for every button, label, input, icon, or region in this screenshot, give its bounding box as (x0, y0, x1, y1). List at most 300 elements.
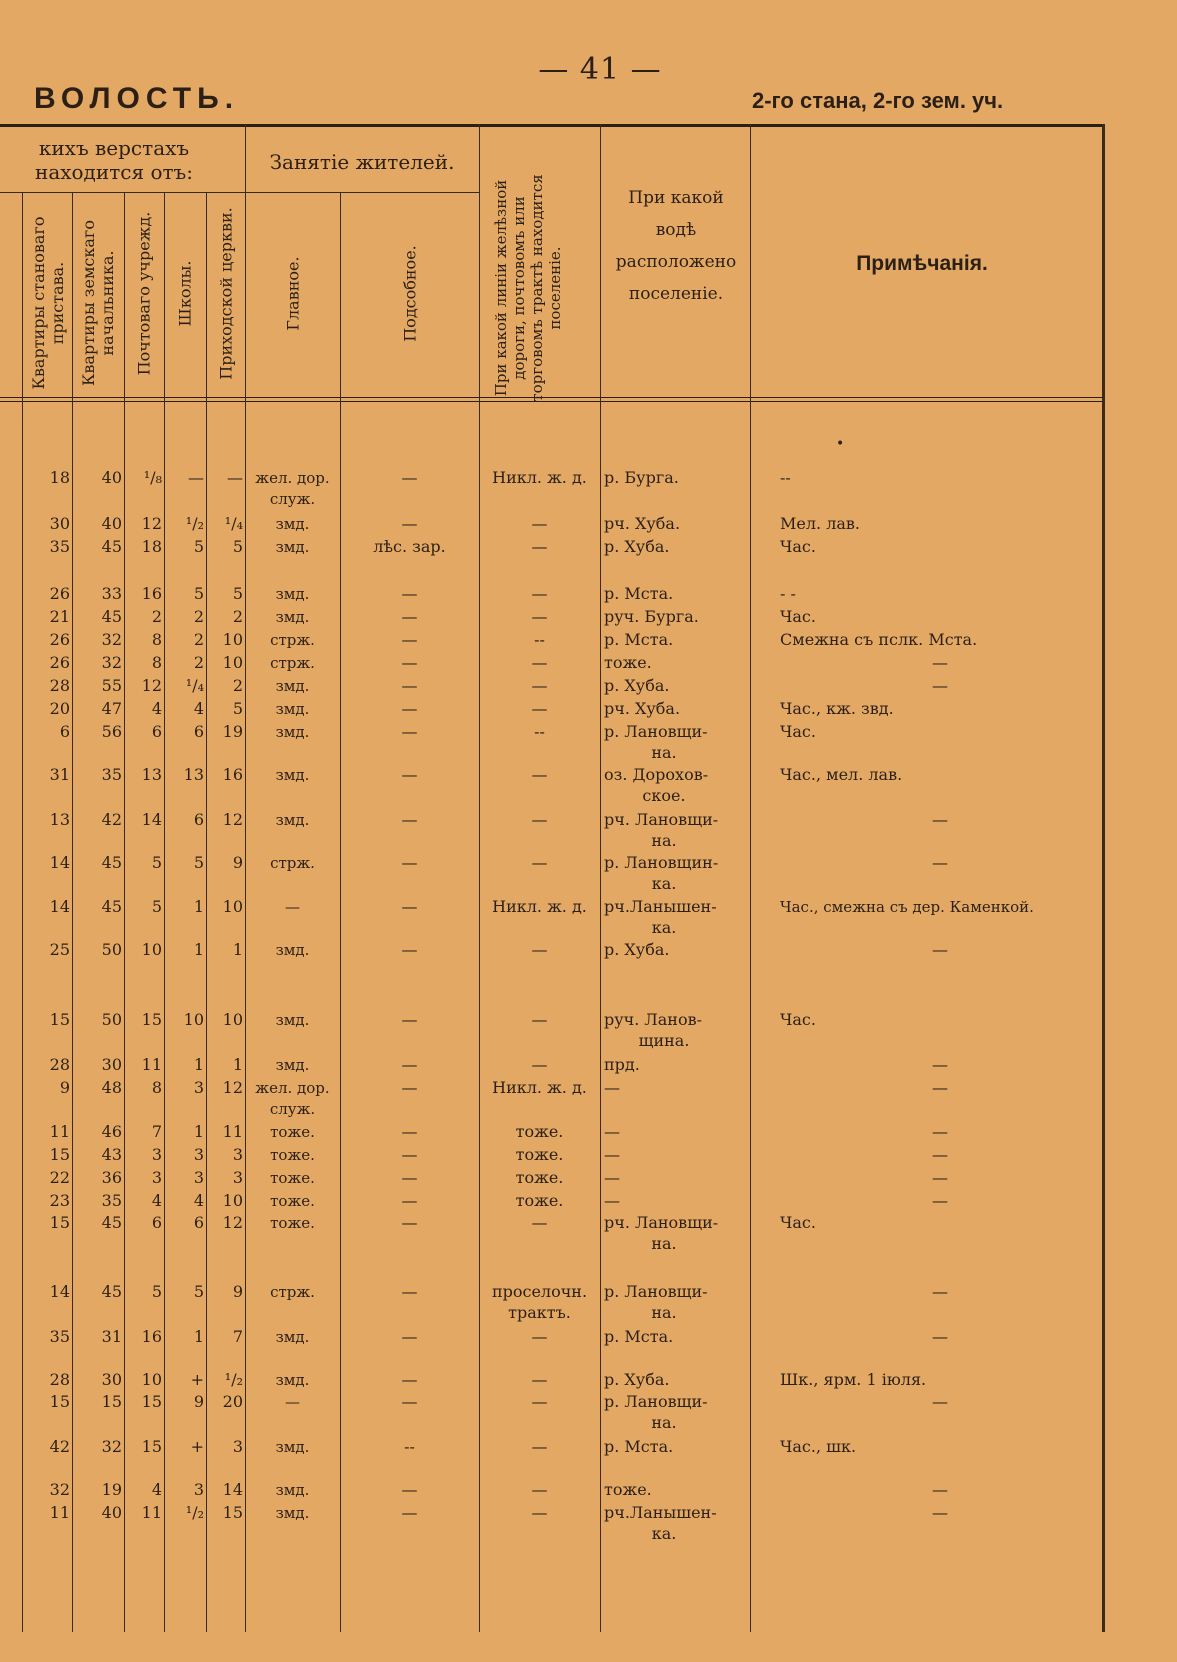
cell-aux: — (401, 607, 418, 626)
cell-main: — (285, 898, 300, 916)
cell-note: - - (780, 584, 796, 603)
cell-main: жел. дор. (255, 469, 330, 487)
cell-c5: 2 (232, 676, 243, 695)
auxiliary-occupation-header: Подсобное. (400, 245, 420, 342)
cell-c1: 28 (49, 1370, 70, 1389)
cell-water: ка. (651, 1524, 677, 1543)
cell-c4: ¹/₄ (185, 676, 204, 695)
cell-main: змд. (275, 1328, 310, 1346)
cell-c5: 15 (222, 1503, 243, 1522)
cell-water: на. (651, 1303, 677, 1322)
cell-c3: 3 (151, 1168, 162, 1187)
cell-c4: 1 (193, 1122, 204, 1141)
stray-mark: • (836, 436, 845, 452)
cell-c5: 10 (222, 1010, 243, 1029)
cell-rail: — (531, 1213, 548, 1232)
cell-c5: 5 (232, 584, 243, 603)
cell-rail: — (531, 1480, 548, 1499)
cell-c1: 11 (49, 1503, 70, 1522)
cell-aux: — (401, 1010, 418, 1029)
cell-aux: — (401, 1392, 418, 1411)
cell-c3: 18 (141, 537, 162, 556)
cell-c2: 40 (101, 1503, 122, 1522)
cell-aux: — (401, 853, 418, 872)
cell-c4: 2 (193, 630, 204, 649)
postal-header: Почтоваго учрежд. (134, 211, 154, 376)
cell-c3: 15 (141, 1437, 162, 1456)
cell-water: оз. Дорохов- (604, 765, 709, 784)
cell-c5: 7 (232, 1327, 243, 1346)
cell-c5: 19 (222, 722, 243, 741)
cell-note: — (932, 1480, 948, 1499)
cell-main: — (285, 1393, 300, 1411)
cell-c1: 14 (49, 897, 70, 916)
cell-water: р. Мста. (604, 1437, 674, 1456)
cell-main: змд. (275, 677, 310, 695)
cell-note: Час. (780, 537, 816, 556)
cell-c1: 26 (49, 630, 70, 649)
cell-aux: — (401, 1191, 418, 1210)
cell-c4: 10 (183, 1010, 204, 1029)
cell-c1: 25 (49, 940, 70, 959)
cell-c2: 32 (101, 630, 122, 649)
cell-c3: 11 (141, 1055, 162, 1074)
cell-c3: 6 (151, 1213, 162, 1232)
cell-c4: 4 (193, 699, 204, 718)
cell-main: змд. (275, 538, 310, 556)
cell-water: — (604, 1078, 620, 1097)
cell-c1: 42 (49, 1437, 70, 1456)
cell-aux: — (401, 940, 418, 959)
cell-c4: 1 (193, 897, 204, 916)
cell-water: р. Бурга. (604, 468, 679, 487)
cell-water: р. Хуба. (604, 940, 670, 959)
cell-rail: тоже. (515, 1191, 564, 1210)
cell-c2: 56 (101, 722, 122, 741)
cell-c3: 2 (151, 607, 162, 626)
cell-c2: 43 (101, 1145, 122, 1164)
cell-water: ка. (651, 874, 677, 893)
cell-aux: — (401, 1145, 418, 1164)
cell-note: — (932, 1191, 948, 1210)
cell-c3: 4 (151, 699, 162, 718)
cell-main: тоже. (270, 1214, 315, 1232)
cell-c4: ¹/₂ (185, 514, 204, 533)
cell-c4: 5 (193, 537, 204, 556)
cell-c4: 1 (193, 1055, 204, 1074)
cell-note: — (932, 676, 948, 695)
cell-rail: — (531, 1503, 548, 1522)
cell-c4: 5 (193, 1282, 204, 1301)
cell-c5: ¹/₄ (224, 514, 243, 533)
cell-main: змд. (275, 723, 310, 741)
cell-water: р. Лановщин- (604, 853, 719, 872)
cell-water: — (604, 1168, 620, 1187)
cell-main: змд. (275, 1504, 310, 1522)
cell-water: р. Мста. (604, 584, 674, 603)
cell-water: рч.Ланышен- (604, 1503, 717, 1522)
cell-note: — (932, 1168, 948, 1187)
cell-c1: 28 (49, 676, 70, 695)
cell-c1: 32 (49, 1480, 70, 1499)
cell-note: Мел. лав. (780, 514, 860, 533)
cell-c1: 13 (49, 810, 70, 829)
cell-c4: 6 (193, 1213, 204, 1232)
cell-c2: 35 (101, 765, 122, 784)
cell-aux: — (401, 1122, 418, 1141)
cell-c2: 45 (101, 853, 122, 872)
cell-aux: — (401, 722, 418, 741)
cell-main: служ. (269, 490, 316, 508)
cell-c5: 16 (222, 765, 243, 784)
cell-rail: — (531, 1392, 548, 1411)
cell-c5: 10 (222, 1191, 243, 1210)
cell-c3: 8 (151, 653, 162, 672)
cell-c2: 33 (101, 584, 122, 603)
cell-main: тоже. (270, 1192, 315, 1210)
cell-rail: — (531, 1327, 548, 1346)
cell-c4: 9 (193, 1392, 204, 1411)
cell-main: змд. (275, 941, 310, 959)
cell-c4: + (190, 1370, 204, 1389)
cell-water: р. Лановщи- (604, 1392, 708, 1411)
cell-c1: 18 (49, 468, 70, 487)
cell-c4: ¹/₂ (185, 1503, 204, 1522)
cell-rail: Никл. ж. д. (492, 897, 587, 916)
cell-aux: — (401, 514, 418, 533)
cell-main: стрж. (270, 631, 315, 649)
cell-rail: — (531, 514, 548, 533)
cell-water: руч. Ланов- (604, 1010, 703, 1029)
cell-water: тоже. (604, 1480, 652, 1499)
cell-aux: — (401, 630, 418, 649)
cell-rail: трактъ. (508, 1303, 571, 1322)
cell-c2: 45 (101, 1213, 122, 1232)
cell-note: Час. (780, 1213, 816, 1232)
cell-aux: — (401, 765, 418, 784)
cell-c2: 40 (101, 514, 122, 533)
cell-main: змд. (275, 608, 310, 626)
cell-water: р. Лановщи- (604, 1282, 708, 1301)
cell-c2: 42 (101, 810, 122, 829)
cell-water: на. (651, 743, 677, 762)
cell-c2: 31 (101, 1327, 122, 1346)
cell-c3: 8 (151, 1078, 162, 1097)
cell-note: Час., смежна съ дер. Каменкой. (780, 898, 1034, 916)
water-header: При какой водѣ расположено поселеніе. (615, 188, 737, 304)
cell-aux: — (401, 584, 418, 603)
cell-note: Час., шк. (780, 1437, 857, 1456)
cell-note: — (932, 1055, 948, 1074)
cell-note: — (932, 810, 948, 829)
cell-c4: 6 (193, 722, 204, 741)
cell-rail: — (531, 1055, 548, 1074)
cell-c4: 1 (193, 1327, 204, 1346)
cell-c1: 15 (49, 1010, 70, 1029)
cell-c1: 31 (49, 765, 70, 784)
cell-c3: 13 (141, 765, 162, 784)
cell-c3: 11 (141, 1503, 162, 1522)
cell-c2: 48 (101, 1078, 122, 1097)
cell-c3: 7 (151, 1122, 162, 1141)
cell-c4: 3 (193, 1145, 204, 1164)
cell-c2: 19 (101, 1480, 122, 1499)
cell-c3: 5 (151, 1282, 162, 1301)
cell-rail: тоже. (515, 1145, 564, 1164)
cell-c4: 3 (193, 1168, 204, 1187)
cell-main: змд. (275, 585, 310, 603)
cell-c4: 2 (193, 607, 204, 626)
cell-c3: 16 (141, 1327, 162, 1346)
cell-c5: 1 (232, 1055, 243, 1074)
cell-rail: — (531, 676, 548, 695)
cell-c1: 6 (59, 722, 70, 741)
cell-c2: 47 (101, 699, 122, 718)
cell-c1: 26 (49, 584, 70, 603)
cell-aux: — (401, 810, 418, 829)
page-left-title: ВОЛОСТЬ. (34, 82, 240, 115)
cell-c1: 20 (49, 699, 70, 718)
church-header: Приходской церкви. (216, 207, 236, 380)
cell-c3: 5 (151, 853, 162, 872)
cell-rail: — (531, 537, 548, 556)
cell-note: — (932, 1078, 948, 1097)
cell-c1: 22 (49, 1168, 70, 1187)
cell-main: тоже. (270, 1123, 315, 1141)
cell-c4: 3 (193, 1078, 204, 1097)
cell-water: р. Хуба. (604, 676, 670, 695)
cell-aux: — (401, 897, 418, 916)
cell-water: на. (651, 831, 677, 850)
cell-note: — (932, 1282, 948, 1301)
cell-c4: 6 (193, 810, 204, 829)
cell-c4: — (188, 468, 204, 487)
cell-main: жел. дор. (255, 1079, 330, 1097)
cell-c3: 15 (141, 1010, 162, 1029)
cell-main: стрж. (270, 854, 315, 872)
cell-c2: 32 (101, 653, 122, 672)
cell-water: — (604, 1145, 620, 1164)
page-number: — 41 — (538, 52, 662, 87)
cell-c4: 13 (183, 765, 204, 784)
cell-main: змд. (275, 766, 310, 784)
cell-note: — (932, 940, 948, 959)
cell-water: тоже. (604, 653, 652, 672)
cell-c2: 50 (101, 940, 122, 959)
cell-c5: 10 (222, 653, 243, 672)
cell-water: — (604, 1191, 620, 1210)
cell-c4: + (190, 1437, 204, 1456)
cell-c3: 10 (141, 940, 162, 959)
cell-c2: 50 (101, 1010, 122, 1029)
cell-note: — (932, 1392, 948, 1411)
cell-c2: 46 (101, 1122, 122, 1141)
cell-main: змд. (275, 1056, 310, 1074)
cell-c2: 32 (101, 1437, 122, 1456)
cell-c2: 35 (101, 1191, 122, 1210)
cell-c5: 9 (232, 853, 243, 872)
cell-c3: 12 (141, 514, 162, 533)
cell-aux: — (401, 468, 418, 487)
cell-c1: 14 (49, 1282, 70, 1301)
cell-c1: 30 (49, 514, 70, 533)
cell-c2: 30 (101, 1370, 122, 1389)
cell-c5: 1 (232, 940, 243, 959)
cell-c3: 14 (141, 810, 162, 829)
cell-water: рч.Ланышен- (604, 897, 717, 916)
cell-note: -- (780, 468, 791, 487)
cell-rail: тоже. (515, 1122, 564, 1141)
cell-c5: 12 (222, 1078, 243, 1097)
cell-rail: тоже. (515, 1168, 564, 1187)
cell-c3: 6 (151, 722, 162, 741)
cell-c3: ¹/₈ (143, 468, 162, 487)
cell-c5: 2 (232, 607, 243, 626)
cell-rail: — (531, 765, 548, 784)
cell-c2: 45 (101, 537, 122, 556)
cell-c4: 5 (193, 584, 204, 603)
cell-c5: 11 (222, 1122, 243, 1141)
cell-water: — (604, 1122, 620, 1141)
cell-c5: 12 (222, 810, 243, 829)
cell-water: ское. (642, 786, 686, 805)
cell-rail: — (531, 699, 548, 718)
cell-c5: 12 (222, 1213, 243, 1232)
cell-aux: — (401, 1370, 418, 1389)
cell-c2: 55 (101, 676, 122, 695)
cell-c4: 1 (193, 940, 204, 959)
cell-c5: 20 (222, 1392, 243, 1411)
cell-aux: — (401, 653, 418, 672)
cell-note: Час. (780, 1010, 816, 1029)
cell-note: Шк., ярм. 1 іюля. (780, 1370, 927, 1389)
cell-main: тоже. (270, 1146, 315, 1164)
cell-c4: 4 (193, 1191, 204, 1210)
cell-main: тоже. (270, 1169, 315, 1187)
cell-main: змд. (275, 1011, 310, 1029)
cell-c1: 35 (49, 1327, 70, 1346)
cell-note: — (932, 1327, 948, 1346)
cell-rail: Никл. ж. д. (492, 1078, 587, 1097)
cell-aux: — (401, 676, 418, 695)
cell-c3: 16 (141, 584, 162, 603)
cell-c4: 3 (193, 1480, 204, 1499)
cell-rail: — (531, 810, 548, 829)
cell-water: руч. Бурга. (604, 607, 699, 626)
cell-c2: 45 (101, 897, 122, 916)
cell-water: рч. Хуба. (604, 699, 681, 718)
cell-main: змд. (275, 1481, 310, 1499)
cell-aux: -- (404, 1437, 415, 1456)
cell-water: рч. Хуба. (604, 514, 681, 533)
cell-c5: 9 (232, 1282, 243, 1301)
notes-header: Примѣчанія. (856, 252, 988, 275)
cell-water: на. (651, 1413, 677, 1432)
cell-water: прд. (604, 1055, 640, 1074)
cell-c1: 14 (49, 853, 70, 872)
occupation-group-header: Занятіе жителей. (269, 150, 455, 174)
cell-c3: 15 (141, 1392, 162, 1411)
cell-rail: — (531, 1437, 548, 1456)
cell-c2: 45 (101, 607, 122, 626)
cell-rail: — (531, 584, 548, 603)
cell-rail: — (531, 653, 548, 672)
cell-c5: 10 (222, 897, 243, 916)
cell-note: Час. (780, 607, 816, 626)
cell-note: — (932, 853, 948, 872)
cell-c3: 10 (141, 1370, 162, 1389)
cell-c1: 15 (49, 1145, 70, 1164)
cell-note: Час. (780, 722, 816, 741)
cell-rail: проселочн. (491, 1282, 588, 1301)
cell-aux: — (401, 1480, 418, 1499)
cell-aux: — (401, 1327, 418, 1346)
cell-c4: 2 (193, 653, 204, 672)
cell-main: змд. (275, 811, 310, 829)
cell-c3: 4 (151, 1480, 162, 1499)
cell-c1: 15 (49, 1213, 70, 1232)
schools-header: Школы. (175, 260, 195, 327)
cell-rail: — (531, 853, 548, 872)
cell-c2: 45 (101, 1282, 122, 1301)
cell-c2: 40 (101, 468, 122, 487)
cell-c3: 12 (141, 676, 162, 695)
cell-aux: — (401, 1503, 418, 1522)
cell-c2: 15 (101, 1392, 122, 1411)
cell-main: змд. (275, 1371, 310, 1389)
cell-note: — (932, 1145, 948, 1164)
cell-water: р. Мста. (604, 1327, 674, 1346)
cell-main: змд. (275, 700, 310, 718)
cell-c5: 3 (232, 1168, 243, 1187)
cell-water: рч. Лановщи- (604, 810, 719, 829)
cell-water: р. Лановщи- (604, 722, 708, 741)
cell-rail: — (531, 1370, 548, 1389)
cell-c3: 4 (151, 1191, 162, 1210)
cell-note: — (932, 1122, 948, 1141)
cell-main: змд. (275, 515, 310, 533)
cell-rail: -- (534, 722, 545, 741)
cell-water: р. Мста. (604, 630, 674, 649)
cell-note: Смежна съ пслк. Мста. (780, 630, 978, 649)
zemsky-header: Квартиры земскаго начальника. (79, 220, 117, 386)
cell-water: ка. (651, 918, 677, 937)
cell-c4: 5 (193, 853, 204, 872)
cell-c1: 15 (49, 1392, 70, 1411)
cell-aux: лѣс. зар. (373, 537, 446, 556)
cell-c5: 5 (232, 537, 243, 556)
cell-c2: 30 (101, 1055, 122, 1074)
cell-main: стрж. (270, 1283, 315, 1301)
cell-water: на. (651, 1234, 677, 1253)
cell-c5: — (227, 468, 243, 487)
cell-rail: — (531, 607, 548, 626)
cell-c3: 5 (151, 897, 162, 916)
cell-note: Час., мел. лав. (780, 765, 903, 784)
cell-c5: 5 (232, 699, 243, 718)
page-right-title: 2-го стана, 2-го зем. уч. (752, 88, 1004, 113)
cell-water: р. Хуба. (604, 1370, 670, 1389)
main-occupation-header: Главное. (283, 256, 303, 331)
cell-aux: — (401, 1282, 418, 1301)
cell-aux: — (401, 1168, 418, 1187)
cell-main: змд. (275, 1438, 310, 1456)
cell-main: служ. (269, 1100, 316, 1118)
cell-c5: 10 (222, 630, 243, 649)
cell-c1: 23 (49, 1191, 70, 1210)
cell-water: рч. Лановщи- (604, 1213, 719, 1232)
cell-c3: 3 (151, 1145, 162, 1164)
